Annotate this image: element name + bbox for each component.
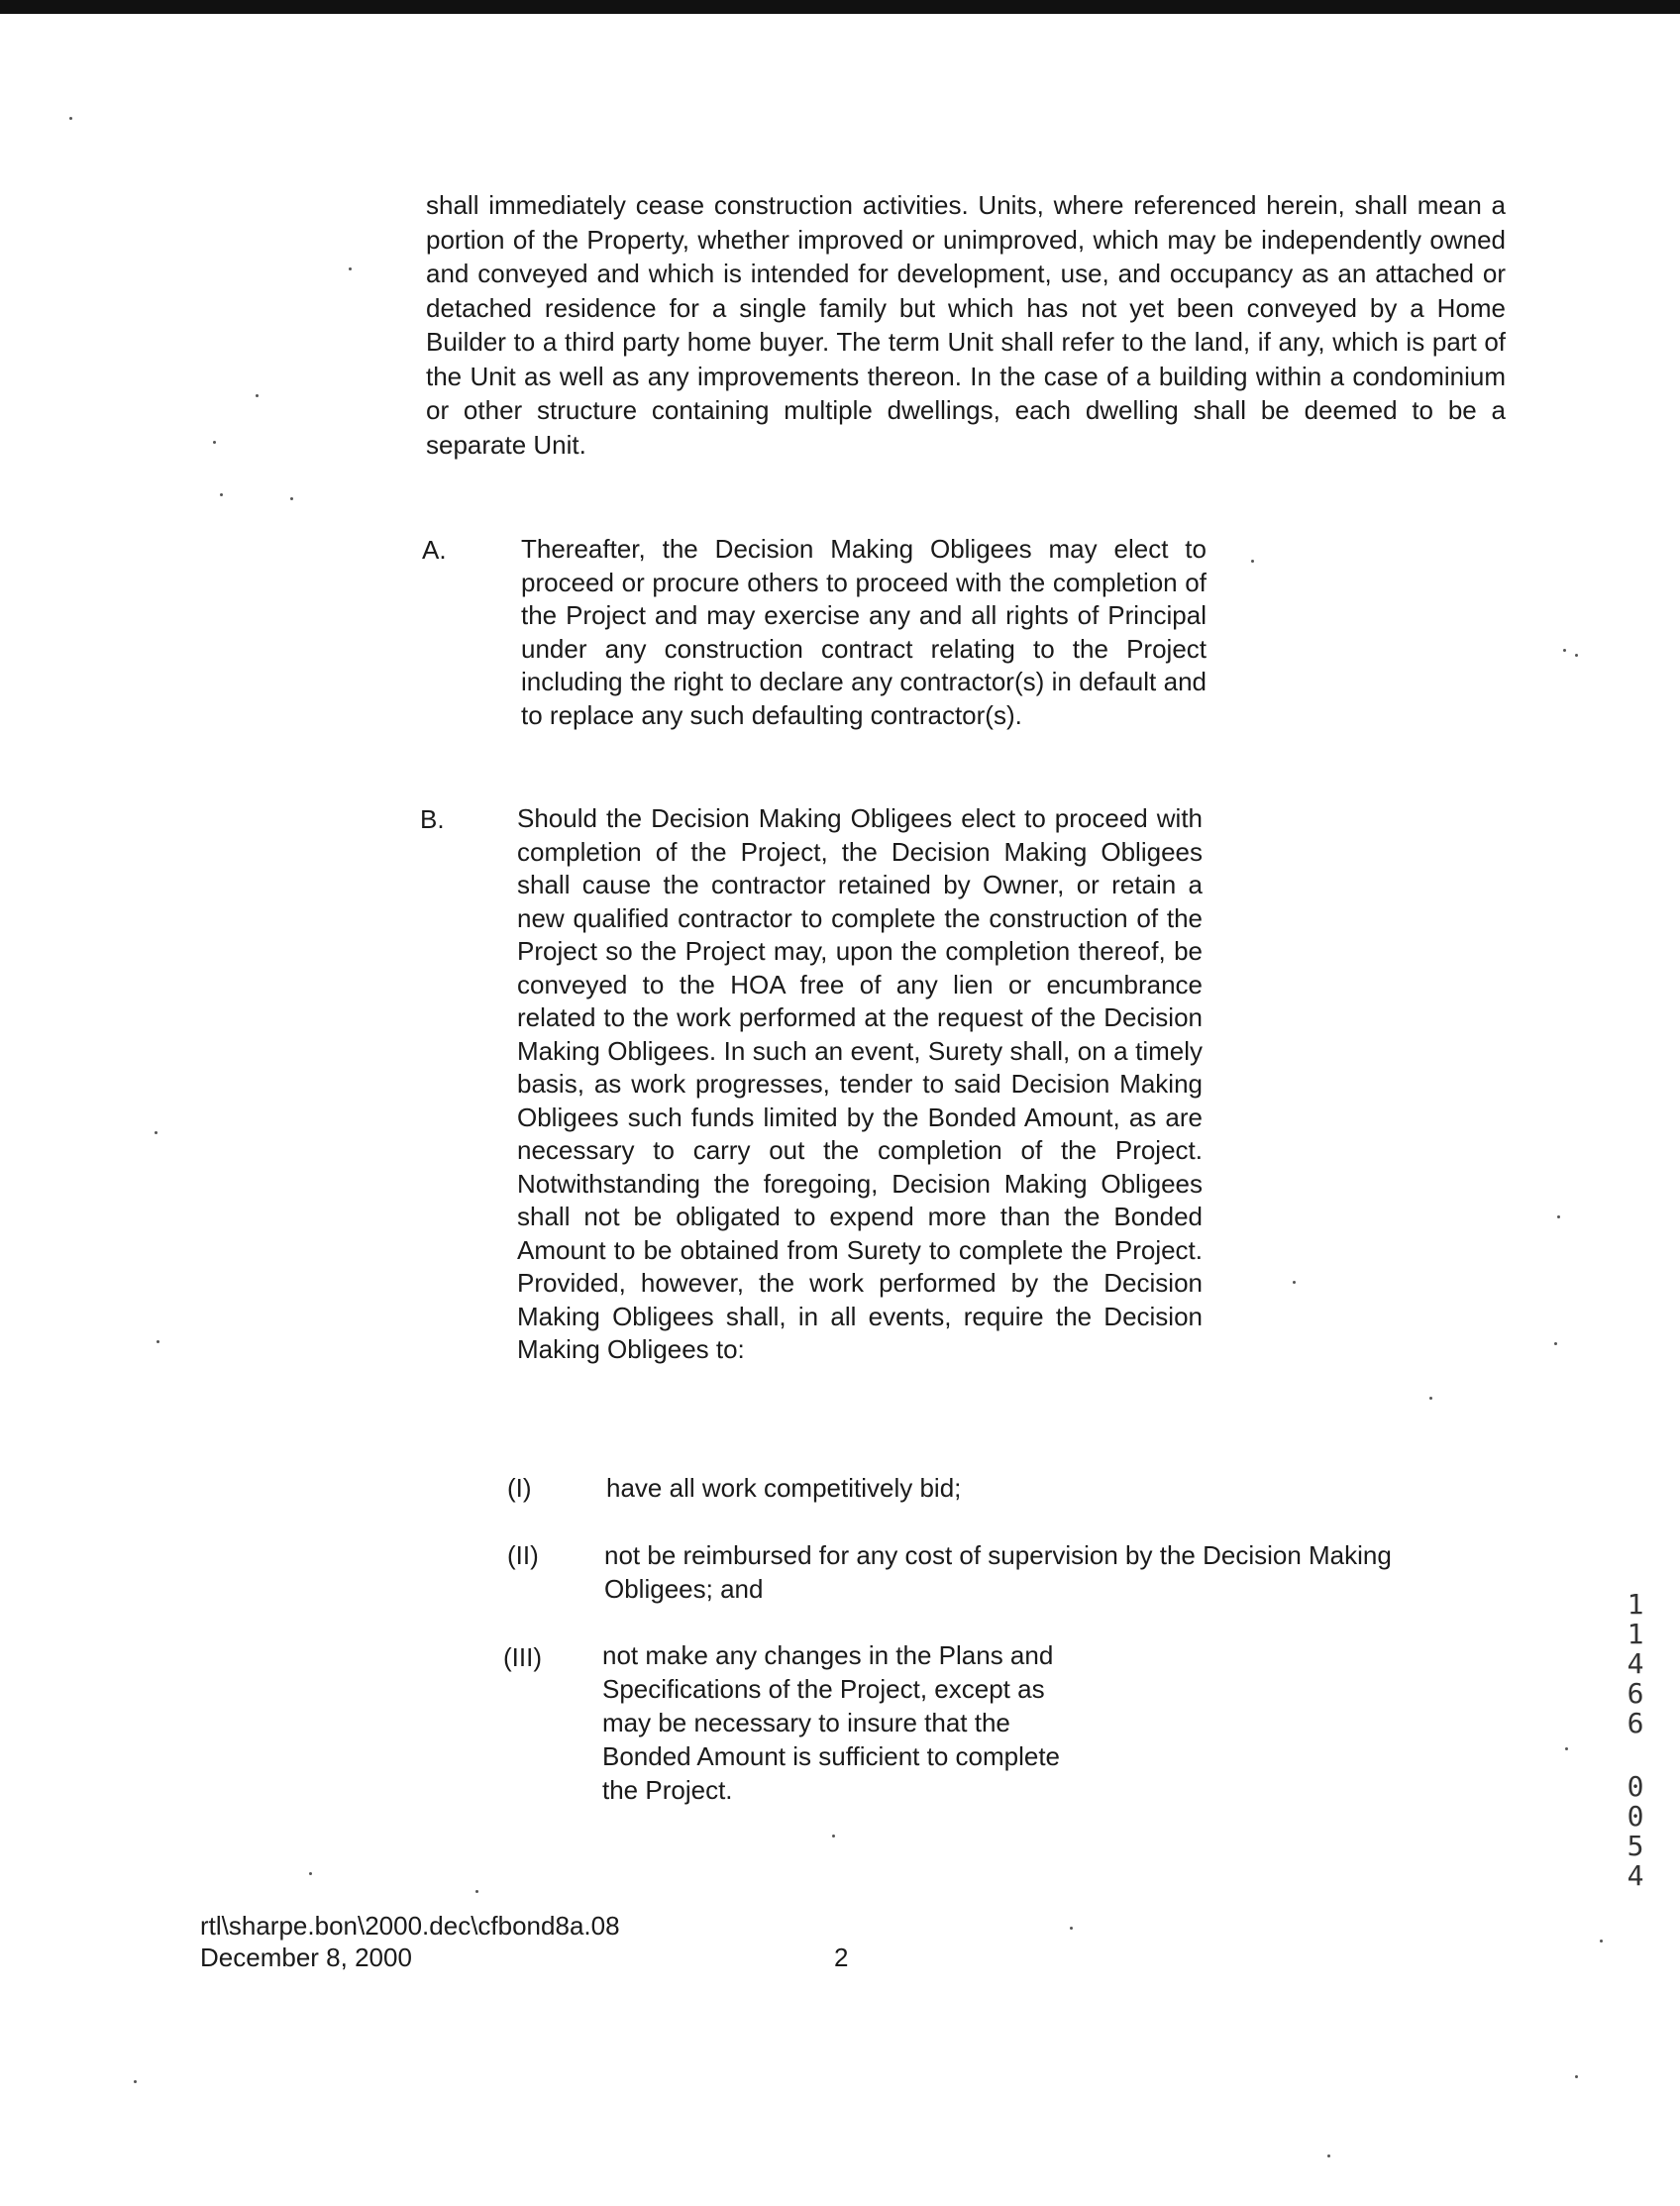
section-b-text: Should the Decision Making Obligees elect to proceed with completion of the Project, the Decision Making Obligees shall cause the contractor retained by Owner, or retain a new qualified contractor to complete the construction of the Project so the Project may, upon the completion thereof, be conveyed to the HOA free of any lien or encumbrance related to the work performed at the request of the Decision Making Obligees. In such an event, Surety shall, on a timely basis, as work progresses, tender to said Decision Making Obligees such funds limited by the Bonded Amount, as are necessary to carry out the completion of the Project. Notwithstanding the foregoing, Decision Making Obligees shall not be obligated to expend more than the Bonded Amount to be obtained from Surety to complete the Project. Provided, however, the work performed by the Decision Making Obligees shall, in all events, require the Decision Making Obligees to: xyxy=(517,803,1203,1364)
stamp-digit: 4 xyxy=(1627,1647,1644,1680)
stamp-digit: 0 xyxy=(1627,1800,1644,1833)
stamp-digit: 6 xyxy=(1627,1707,1644,1739)
subitem-i-text: have all work competitively bid; xyxy=(606,1473,962,1503)
subitem-ii-label: (II) xyxy=(507,1540,539,1570)
page-number: 2 xyxy=(834,1943,849,1972)
scan-speck xyxy=(256,394,259,397)
section-b-label: B. xyxy=(420,804,445,834)
stamp-digit: 6 xyxy=(1627,1677,1644,1710)
stamp-digit: 0 xyxy=(1627,1770,1644,1803)
subitem-ii-text: not be reimbursed for any cost of supervision by the Decision Making Obligees; and xyxy=(604,1540,1392,1604)
scan-speck xyxy=(213,441,216,444)
scan-speck xyxy=(1429,1397,1432,1400)
scan-speck xyxy=(155,1131,158,1134)
scan-speck xyxy=(1600,1940,1603,1943)
scan-speck xyxy=(1251,560,1254,563)
stamp-digit: 4 xyxy=(1627,1859,1644,1892)
scan-speck xyxy=(349,267,352,270)
scan-speck xyxy=(1565,1747,1568,1750)
subitem-i-label: (I) xyxy=(507,1473,532,1503)
subitem-iii-label: (III) xyxy=(503,1642,542,1672)
scan-speck xyxy=(157,1340,159,1343)
scan-speck xyxy=(69,117,72,120)
footer-file-path: rtl\sharpe.bon\2000.dec\cfbond8a.08 xyxy=(200,1911,620,1941)
section-a-text: Thereafter, the Decision Making Obligees may elect to proceed or procure others to proceed with the completion of the Project and may exercise any and all rights of Principal under any construction contract relating to the Project including the right to declare any contractor(s) in default and to replace any such defaulting contractor(s). xyxy=(521,534,1207,730)
stamp-digit: 1 xyxy=(1627,1618,1644,1650)
scan-speck xyxy=(1575,654,1578,657)
section-a-label: A. xyxy=(422,535,447,565)
scan-speck xyxy=(832,1835,835,1838)
scan-speck xyxy=(1575,2075,1578,2078)
subitem-iii-text: not make any changes in the Plans and Specifications of the Project, except as may be necessary to insure that the Bonded Amount is sufficient to complete the Project. xyxy=(602,1640,1061,1805)
scan-speck xyxy=(475,1890,478,1893)
scan-speck xyxy=(309,1872,312,1875)
footer-date: December 8, 2000 xyxy=(200,1943,412,1972)
stamp-digit: 5 xyxy=(1627,1830,1644,1862)
scan-speck xyxy=(1293,1281,1296,1284)
scan-speck xyxy=(1070,1927,1073,1930)
scan-speck xyxy=(134,2080,137,2083)
intro-paragraph: shall immediately cease construction activities. Units, where referenced herein, shall mean a portion of the Property, whether improved or unimproved, which may be independently owned and conveyed and which is intended for development, use, and occupancy as an attached or detached residence for a single family but which has not yet been conveyed by a Home Builder to a third party home buyer. The term Unit shall refer to the land, if any, which is part of the Unit as well as any improvements thereon. In the case of a building within a condominium or other structure containing multiple dwellings, each dwelling shall be deemed to be a separate Unit. xyxy=(426,190,1506,460)
scan-speck xyxy=(1327,2154,1330,2157)
stamp-gap xyxy=(1623,1738,1648,1772)
scan-speck xyxy=(290,497,293,500)
scan-speck xyxy=(1554,1342,1557,1345)
bates-stamp xyxy=(1623,1590,1648,1891)
scan-speck xyxy=(220,493,223,496)
stamp-digit: 1 xyxy=(1627,1588,1644,1621)
scan-speck xyxy=(1563,649,1566,652)
scan-top-border xyxy=(0,0,1680,14)
scan-speck xyxy=(1557,1215,1560,1218)
